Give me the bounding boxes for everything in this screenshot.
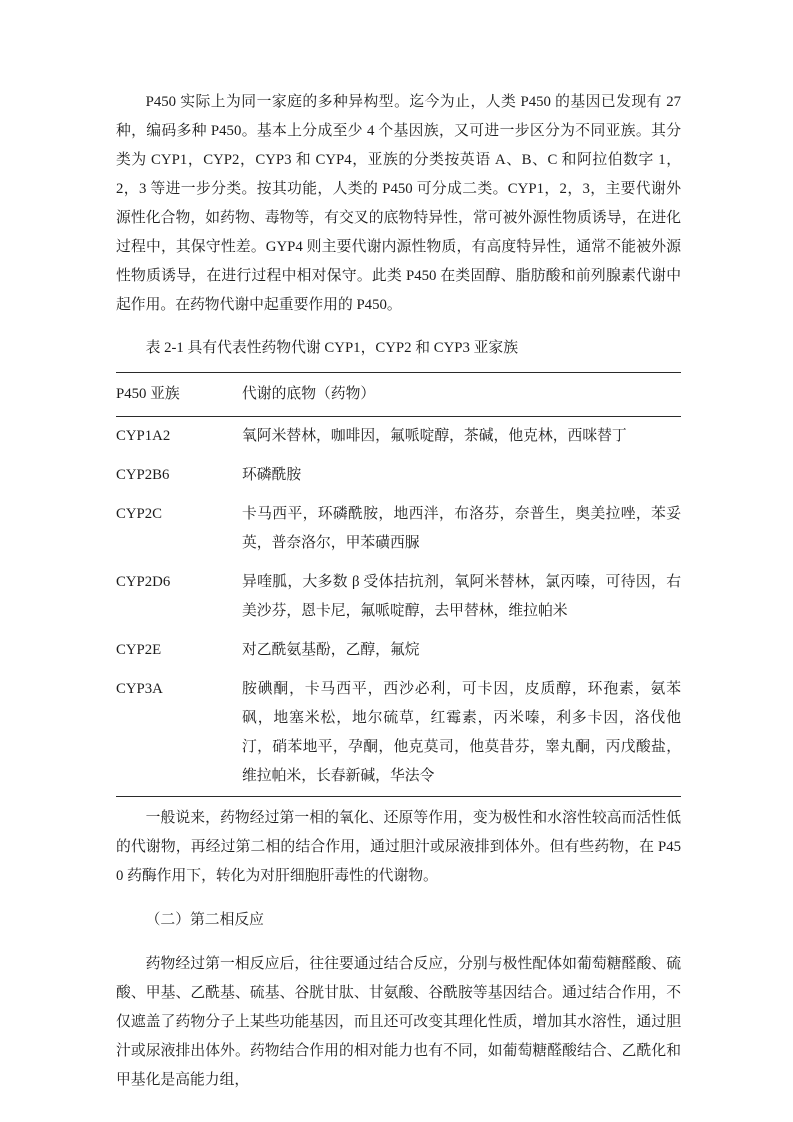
paragraph-phase-two: 药物经过第一相反应后，往往要通过结合反应，分别与极性配体如葡萄糖醛酸、硫酸、甲基、乙酰基、硫基、谷胱甘肽、甘氨酸、谷酰胺等基因结合。通过结合作用，不仅遮盖了药物分子上某些功能基因，而且还可改变其理化性质，增加其水溶性，通过胆汁或尿液排出体外。药物结合作用的相对能力也有不同，如葡萄糖醛酸结合、乙酰化和甲基化是高能力组， <box>116 956 681 1088</box>
cell-family: CYP2C <box>116 506 163 522</box>
cell-family: CYP2D6 <box>116 574 171 590</box>
cell-family: CYP2B6 <box>116 467 170 483</box>
cell-family: CYP1A2 <box>116 428 171 444</box>
table-row <box>116 563 681 631</box>
cell-substrates: 异喹胍，大多数 β 受体拮抗剂，氧阿米替林，氯丙嗪，可待因，右美沙芬，恩卡尼，氟哌啶醇，去甲替林，维拉帕米 <box>242 574 681 619</box>
paragraph-p450-intro: P450 实际上为同一家庭的多种异构型。迄今为止，人类 P450 的基因已发现有 27 种，编码多种 P450。基本上分成至少 4 个基因族，又可进一步区分为不同亚族。其分类为 CYP1，CYP2，CYP3 和 CYP4，亚族的分类按英语 A、B、C 和阿拉伯数字 1，2，3 等进一步分类。按其功能，人类的 P450 可分成二类。CYP1，2，3，主要代谢外源性化合物，如药物、毒物等，有交叉的底物特异性，常可被外源性物质诱导，在进化过程中，其保守性差。GYP4 则主要代谢内源性物质，有高度特异性，通常不能被外源性物质诱导，在进行过程中相对保守。此类 P450 在类固醇、脂肪酸和前列腺素代谢中起作用。在药物代谢中起重要作用的 P450。 <box>116 94 681 313</box>
cell-substrates: 对乙酰氨基酚，乙醇，氟烷 <box>242 642 420 658</box>
table-header-row <box>116 373 681 417</box>
table-header-substrates: 代谢的底物（药物） <box>242 386 376 402</box>
table-row <box>116 417 681 456</box>
cell-substrates: 卡马西平，环磷酰胺，地西泮，布洛芬，奈普生，奥美拉唑，苯妥英，普奈洛尔，甲苯磺西脲 <box>242 506 681 551</box>
cyp-substrate-table <box>116 372 681 797</box>
cell-family: CYP3A <box>116 681 163 697</box>
table-header-family: P450 亚族 <box>116 386 180 402</box>
table-row <box>116 631 681 670</box>
cell-family: CYP2E <box>116 642 162 658</box>
table-row <box>116 495 681 563</box>
section-heading-phase-two: （二）第二相反应 <box>145 912 264 928</box>
cell-substrates: 环磷酰胺 <box>242 467 302 483</box>
table-caption: 表 2-1 具有代表性药物代谢 CYP1，CYP2 和 CYP3 亚家族 <box>145 340 519 356</box>
paragraph-phase-one-summary: 一般说来，药物经过第一相的氧化、还原等作用，变为极性和水溶性较高而活性低的代谢物，再经过第二相的结合作用，通过胆汁或尿液排到体外。但有些药物，在 P450 药酶作用下，转化为对肝细胞肝毒性的代谢物。 <box>116 810 681 884</box>
cell-substrates: 胺碘酮，卡马西平，西沙必利，可卡因，皮质醇，环孢素，氨苯砜，地塞米松，地尔硫草，红霉素，丙米嗪，利多卡因，洛伐他汀，硝苯地平，孕酮，他克莫司，他莫昔芬，睾丸酮，丙戊酸盐，维拉帕米，长春新碱，华法令 <box>242 681 681 784</box>
table-row <box>116 670 681 796</box>
table-row <box>116 456 681 495</box>
cell-substrates: 氧阿米替林，咖啡因，氟哌啶醇，茶碱，他克林，西咪替丁 <box>242 428 627 444</box>
